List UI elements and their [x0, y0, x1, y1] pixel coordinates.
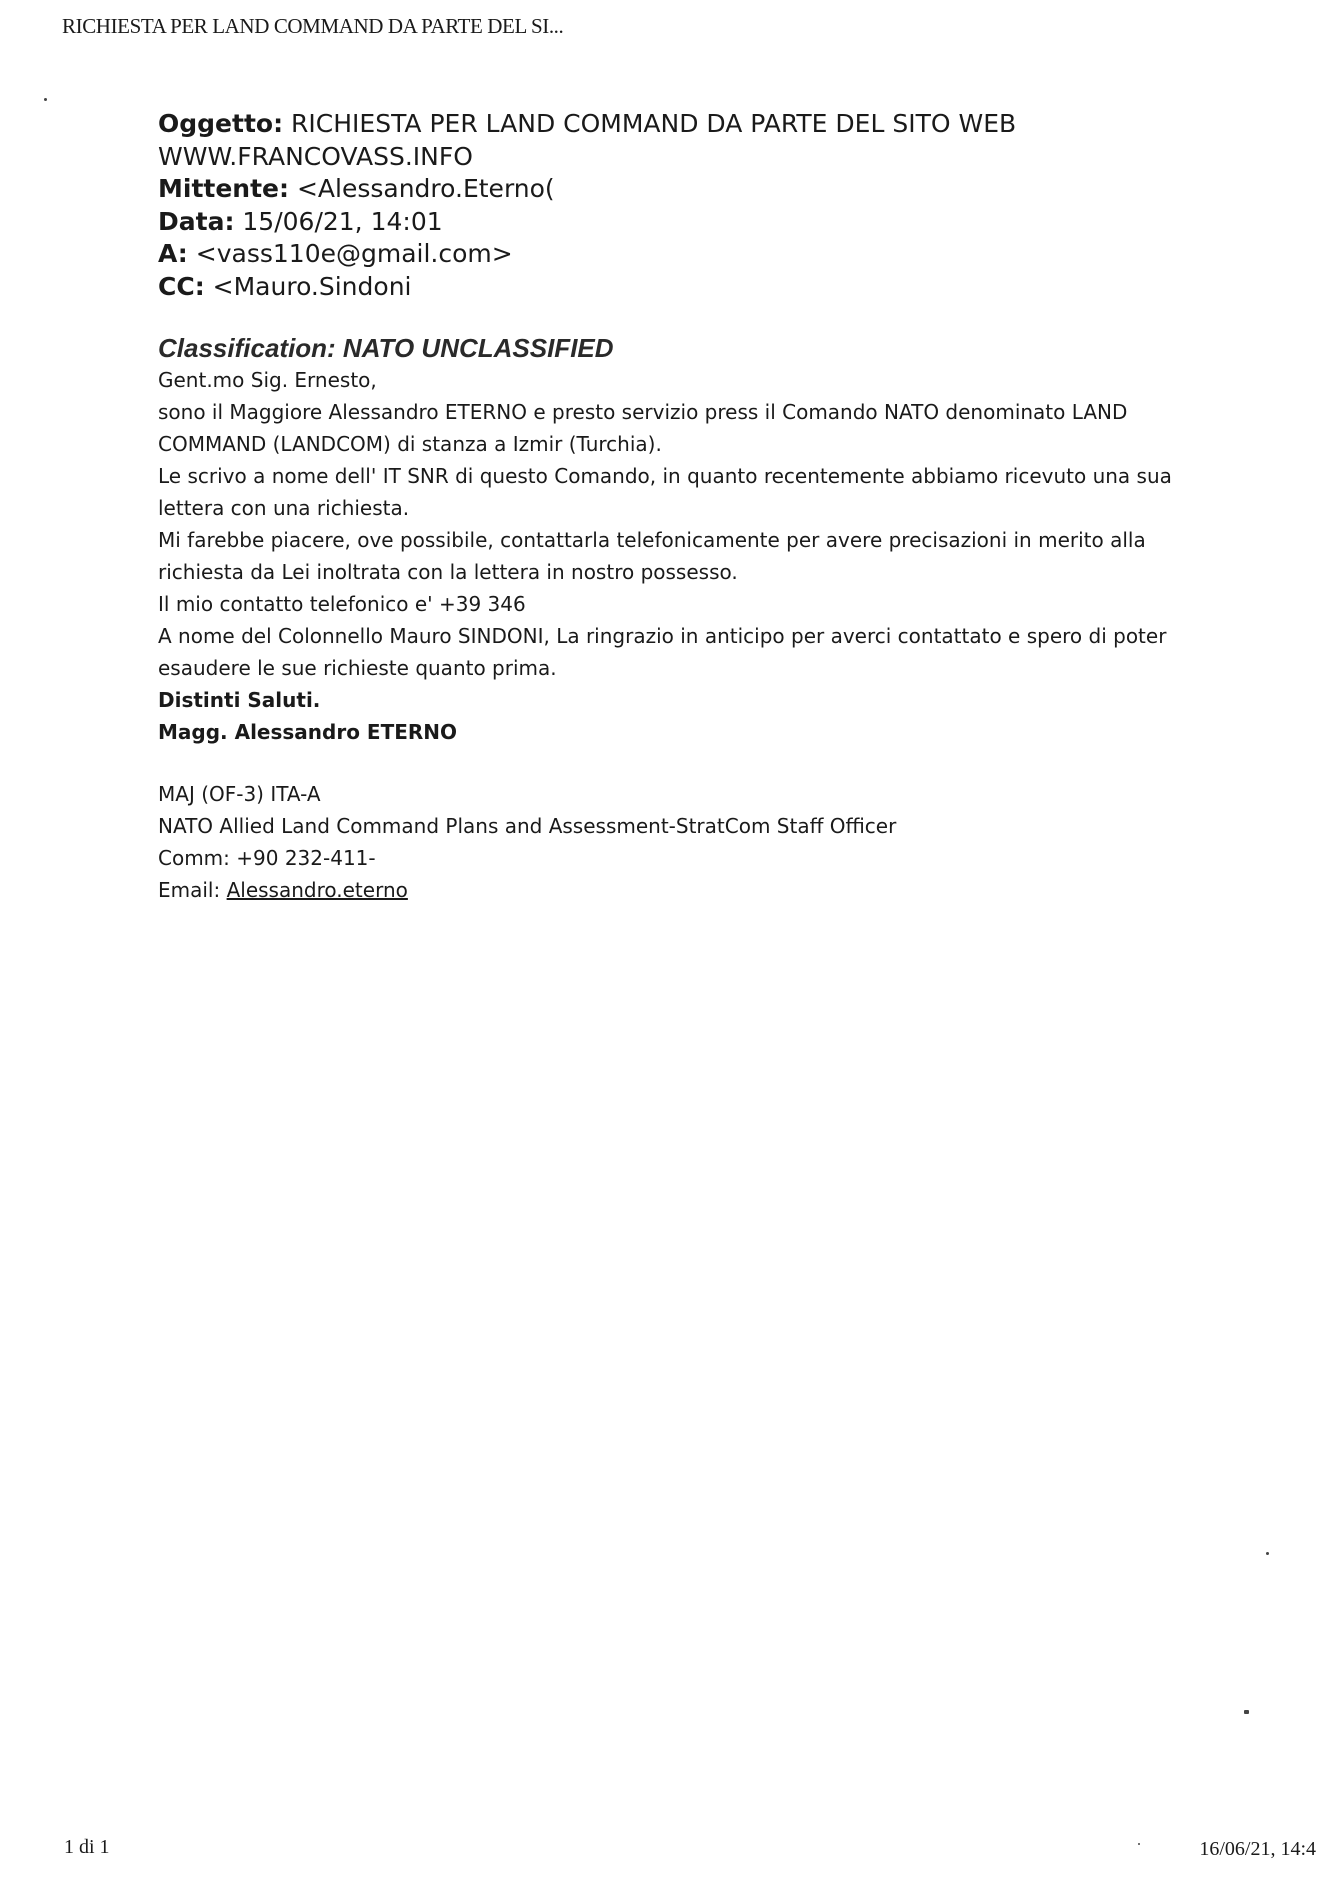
email-headers — [158, 108, 1218, 303]
classification-marking: Classification: NATO UNCLASSIFIED — [158, 333, 614, 363]
cc-row — [158, 271, 1218, 304]
scan-speck — [1138, 1843, 1140, 1845]
signature-email-row — [158, 874, 1218, 906]
scan-speck — [44, 98, 47, 101]
body-paragraph: sono il Maggiore Alessandro ETERNO e presto servizio press il Comando NATO denominato LAND COMMAND (LANDCOM) di stanza a Izmir (Turchia). — [158, 400, 1128, 456]
date-label: Data: — [158, 206, 235, 236]
greeting: Gent.mo Sig. Ernesto, — [158, 368, 377, 392]
scan-speck — [1244, 1710, 1249, 1714]
cc-label: CC: — [158, 271, 205, 301]
body-paragraph: Mi farebbe piacere, ove possibile, contattarla telefonicamente per avere precisazioni in merito alla richiesta da Lei inoltrata con la lettera in nostro possesso. — [158, 528, 1146, 584]
body-paragraph: A nome del Colonnello Mauro SINDONI, La ringrazio in anticipo per averci contattato e spero di poter esaudere le sue richieste quanto prima. — [158, 624, 1167, 680]
subject-continuation: WWW.FRANCOVASS.INFO — [158, 141, 473, 171]
from-value: <Alessandro.Eterno( — [296, 174, 555, 203]
signer-name: Magg. Alessandro ETERNO — [158, 720, 458, 744]
cc-value: <Mauro.Sindoni — [212, 271, 412, 301]
page-number: 1 di 1 — [64, 1836, 110, 1858]
subject-value: RICHIESTA PER LAND COMMAND DA PARTE DEL SITO WEB — [291, 109, 1017, 138]
signature-block — [158, 778, 1218, 906]
email-body — [158, 364, 1218, 906]
signature-rank: MAJ (OF-3) ITA-A — [158, 782, 321, 806]
signature-email-label: Email: — [158, 878, 221, 902]
date-value: 15/06/21, 14:01 — [242, 206, 443, 236]
to-value: <vass110e@gmail.com> — [195, 239, 513, 268]
signature-comm: Comm: +90 232-411- — [158, 846, 376, 870]
from-row — [158, 173, 1218, 206]
subject-row — [158, 108, 1218, 141]
subject-label: Oggetto: — [158, 109, 284, 138]
page-header-title: RICHIESTA PER LAND COMMAND DA PARTE DEL SI... — [62, 14, 564, 38]
date-row — [158, 206, 1218, 239]
from-label: Mittente: — [158, 174, 290, 203]
to-label: A: — [158, 239, 188, 268]
scan-speck — [1266, 1552, 1269, 1555]
email-document — [158, 108, 1218, 906]
signature-email-link[interactable]: Alessandro.eterno — [226, 878, 408, 902]
closing: Distinti Saluti. — [158, 688, 321, 712]
phone-paragraph: Il mio contatto telefonico e' +39 346 — [158, 592, 526, 616]
signature-position: NATO Allied Land Command Plans and Assessment-StratCom Staff Officer — [158, 814, 897, 838]
to-row — [158, 238, 1218, 271]
print-timestamp: 16/06/21, 14:4 — [1199, 1838, 1316, 1860]
body-paragraph: Le scrivo a nome dell' IT SNR di questo Comando, in quanto recentemente abbiamo ricevuto una sua lettera con una richiesta. — [158, 464, 1172, 520]
